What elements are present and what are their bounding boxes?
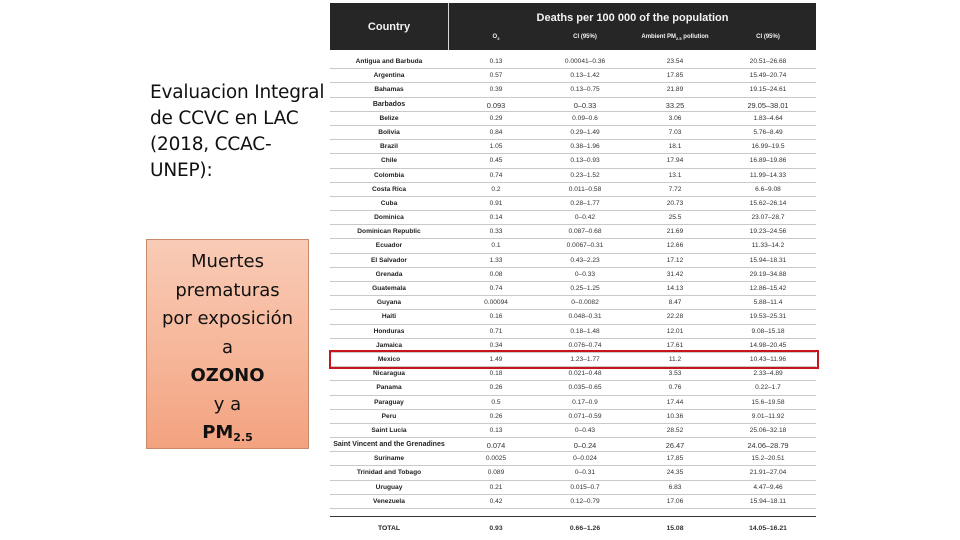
o3-sub: 3 [497, 36, 500, 42]
cell-pm25: 7.72 [668, 185, 682, 193]
cell-ci-o3: 0.015–0.7 [570, 483, 600, 491]
cell-country: Saint Lucia [371, 426, 407, 434]
cell-ci-o3: 0.021–0.48 [568, 370, 602, 378]
cell-ci-o3: 0.28–1.77 [570, 199, 600, 207]
pm-subscript: 2.5 [233, 431, 253, 444]
cell-country: Venezuela [373, 497, 405, 505]
cell-country: Saint Vincent and the Grenadines [333, 441, 445, 449]
o3-base: O [492, 34, 498, 40]
cell-pm25: 7.03 [668, 128, 682, 136]
cell-country: Guatemala [372, 285, 406, 292]
cell-country: Guyana [376, 299, 402, 307]
cell-pm25: 8.47 [668, 299, 682, 307]
cell-ci-pm: 6.6–9.08 [755, 185, 781, 193]
cell-o3: 0.093 [486, 100, 506, 110]
table-row [330, 452, 816, 466]
total-pm25: 15.08 [666, 525, 684, 532]
cell-country: Dominican Republic [357, 228, 421, 236]
pm-base: Ambient PM [641, 34, 677, 40]
cell-pm25: 10.36 [666, 412, 684, 420]
intro-line: UNEP): [150, 160, 213, 181]
cell-country: Haiti [381, 313, 397, 321]
cell-o3: 0.84 [489, 128, 503, 136]
table-row [330, 367, 816, 381]
cell-ci-pm: 9.01–11.92 [751, 412, 785, 420]
cell-ci-pm: 25.06–32.18 [749, 426, 787, 434]
cell-ci-pm: 9.08–15.18 [751, 327, 785, 335]
cell-ci-o3: 0.048–0.31 [568, 313, 602, 321]
cell-o3: 0.08 [489, 270, 503, 278]
total-ci-o3: 0.66–1.26 [569, 525, 601, 532]
pm-sub: 2.5 [676, 36, 682, 42]
cell-pm25: 17.12 [666, 256, 684, 264]
cell-ci-o3: 0.17–0.9 [572, 398, 598, 406]
cell-o3: 0.29 [489, 114, 503, 122]
cell-ci-o3: 0.38–1.96 [570, 143, 600, 151]
cell-pm25: 17.44 [666, 398, 684, 406]
cell-ci-pm: 5.88–11.4 [753, 299, 783, 307]
table-row [330, 169, 816, 183]
cell-o3: 0.13 [489, 426, 503, 434]
cell-o3: 1.05 [489, 143, 503, 151]
cell-ci-o3: 0.12–0.79 [570, 497, 600, 505]
cell-ci-pm: 12.86–15.42 [749, 285, 787, 292]
cell-country: Honduras [373, 327, 405, 335]
table-row [330, 112, 816, 126]
cell-ci-o3: 0.071–0.59 [568, 412, 602, 420]
cell-ci-pm: 19.53–25.31 [749, 313, 787, 321]
cell-ci-o3: 0.23–1.52 [570, 171, 600, 179]
total-ci-pm: 14.05–16.21 [749, 525, 787, 532]
cell-country: El Salvador [371, 256, 407, 264]
callout-ozono: OZONO [190, 365, 265, 386]
cell-o3: 0.1 [491, 242, 501, 250]
cell-country: Costa Rica [371, 185, 407, 193]
cell-o3: 0.34 [489, 341, 503, 349]
table-row [330, 438, 816, 452]
cell-ci-pm: 24.06–28.79 [747, 441, 789, 451]
cell-ci-o3: 0.0067–0.31 [566, 242, 604, 250]
cell-country: Antigua and Barbuda [355, 58, 423, 65]
cell-o3: 0.16 [489, 313, 503, 321]
cell-ci-o3: 0.076–0.74 [568, 341, 602, 349]
cell-ci-pm: 0.22–1.7 [755, 384, 781, 392]
table-header [330, 3, 816, 50]
cell-country: Cuba [380, 199, 398, 207]
cell-country: Uruguay [375, 483, 403, 491]
table-row [330, 410, 816, 424]
table-row [330, 495, 816, 509]
header-ci-pm: CI (95%) [756, 34, 780, 40]
cell-ci-o3: 0–0.33 [574, 270, 596, 278]
total-o3: 0.93 [489, 525, 503, 532]
cell-ci-o3: 0–0.31 [574, 469, 596, 477]
cell-o3: 0.71 [489, 327, 503, 335]
cell-ci-pm: 16.99–19.5 [751, 143, 785, 151]
table-row [330, 55, 816, 69]
header-country: Country [330, 3, 449, 50]
cell-country: Colombia [373, 171, 405, 179]
cell-o3: 0.91 [489, 199, 503, 207]
cell-o3: 0.074 [486, 441, 506, 451]
cell-ci-pm: 4.47–9.46 [753, 483, 783, 491]
cell-ci-pm: 10.43–11.96 [749, 355, 787, 363]
table-row [330, 140, 816, 154]
cell-ci-o3: 0.25–1.25 [570, 285, 600, 292]
cell-o3: 0.33 [489, 228, 503, 236]
cell-ci-pm: 19.15–24.61 [749, 86, 787, 94]
cell-ci-pm: 5.76–8.49 [753, 128, 783, 136]
cell-pm25: 3.53 [668, 370, 682, 378]
cell-country: Ecuador [375, 242, 403, 250]
cell-ci-o3: 0.13–0.75 [570, 86, 600, 94]
cell-pm25: 31.42 [666, 270, 684, 278]
cell-ci-o3: 0–0.24 [573, 441, 597, 451]
table-body [330, 55, 816, 509]
cell-country: Argentina [373, 72, 405, 80]
cell-pm25: 14.13 [666, 285, 684, 292]
cell-ci-pm: 29.19–34.88 [749, 270, 787, 278]
header-group-title: Deaths per 100 000 of the population [536, 12, 729, 24]
intro-text [150, 80, 330, 184]
cell-ci-o3: 0.087–0.68 [568, 228, 602, 236]
cell-pm25: 12.01 [666, 327, 684, 335]
cell-ci-pm: 15.6–19.58 [751, 398, 785, 406]
cell-ci-pm: 20.51–26.68 [749, 58, 787, 65]
cell-pm25: 21.89 [666, 86, 684, 94]
cell-country: Nicaragua [373, 370, 405, 378]
cell-pm25: 17.85 [666, 72, 684, 80]
cell-o3: 0.74 [489, 171, 503, 179]
table-row [330, 325, 816, 339]
table-row [330, 310, 816, 324]
cell-o3: 0.00094 [484, 299, 508, 307]
cell-pm25: 17.61 [666, 341, 684, 349]
cell-o3: 1.33 [489, 256, 503, 264]
cell-ci-pm: 15.62–26.14 [749, 199, 787, 207]
table-row [330, 154, 816, 168]
table-row [330, 282, 816, 296]
total-row [330, 523, 816, 537]
table-row [330, 268, 816, 282]
cell-country: Dominica [374, 214, 404, 222]
cell-pm25: 23.54 [666, 58, 684, 65]
cell-ci-o3: 0–0.33 [573, 100, 597, 110]
cell-ci-pm: 16.89–19.86 [749, 157, 787, 165]
intro-line: de CCVC en LAC [150, 108, 299, 129]
cell-country: Panama [376, 384, 402, 392]
table-row [330, 98, 816, 112]
cell-pm25: 22.28 [666, 313, 684, 321]
cell-country: Mexico [377, 355, 401, 363]
cell-o3: 0.26 [489, 412, 503, 420]
cell-o3: 0.42 [489, 497, 503, 505]
total-label: TOTAL [377, 525, 401, 532]
cell-country: Chile [380, 157, 398, 165]
cell-o3: 0.5 [491, 398, 501, 406]
cell-ci-pm: 11.33–14.2 [751, 242, 785, 250]
table-row [330, 183, 816, 197]
total-divider [330, 516, 816, 517]
callout-line: y a [213, 393, 242, 415]
cell-ci-o3: 0.09–0.6 [572, 114, 598, 122]
cell-ci-pm: 15.49–20.74 [749, 72, 787, 80]
table-row [330, 211, 816, 225]
cell-country: Belize [379, 114, 399, 122]
deaths-table [330, 3, 816, 532]
cell-pm25: 18.1 [668, 143, 682, 151]
cell-ci-o3: 0–0.024 [573, 455, 597, 463]
cell-ci-pm: 29.05–38.01 [747, 100, 789, 110]
cell-country: Grenada [375, 270, 403, 278]
cell-ci-pm: 2.33–4.89 [753, 370, 783, 378]
cell-pm25: 0.76 [668, 384, 682, 392]
cell-ci-o3: 0.13–0.93 [570, 157, 600, 165]
cell-o3: 0.74 [489, 285, 503, 292]
cell-ci-pm: 14.98–20.45 [749, 341, 787, 349]
cell-pm25: 21.69 [666, 228, 684, 236]
cell-pm25: 13.1 [668, 171, 682, 179]
table-row [330, 225, 816, 239]
callout-box [146, 239, 309, 449]
table-row [330, 83, 816, 97]
cell-pm25: 25.5 [668, 214, 682, 222]
table-row [330, 239, 816, 253]
cell-pm25: 11.2 [668, 355, 682, 363]
cell-ci-o3: 1.23–1.77 [570, 355, 600, 363]
cell-pm25: 3.06 [668, 114, 682, 122]
cell-ci-o3: 0.011–0.58 [568, 185, 602, 193]
cell-ci-o3: 0.18–1.48 [570, 327, 600, 335]
cell-country: Peru [381, 412, 397, 420]
cell-pm25: 12.66 [666, 242, 684, 250]
table-row [330, 126, 816, 140]
table-row [330, 254, 816, 268]
cell-pm25: 33.25 [665, 100, 685, 110]
cell-o3: 0.45 [489, 157, 503, 165]
callout-pm25 [147, 419, 308, 453]
cell-ci-o3: 0.29–1.49 [570, 128, 600, 136]
pm-suffix: pollution [681, 34, 709, 40]
cell-ci-pm: 11.99–14.33 [749, 171, 787, 179]
header-ci-o3: CI (95%) [573, 34, 597, 40]
header-pm25 [630, 34, 720, 41]
cell-ci-o3: 0–0.43 [574, 426, 596, 434]
intro-line: (2018, CCAC- [150, 134, 272, 155]
cell-pm25: 17.06 [666, 497, 684, 505]
cell-o3: 0.0025 [485, 455, 507, 463]
cell-ci-o3: 0.13–1.42 [570, 72, 600, 80]
cell-ci-pm: 23.07–28.7 [751, 214, 785, 222]
cell-o3: 0.26 [489, 384, 503, 392]
cell-o3: 1.49 [489, 355, 503, 363]
cell-o3: 0.39 [489, 86, 503, 94]
cell-pm25: 24.35 [666, 469, 684, 477]
cell-country: Bahamas [374, 86, 404, 94]
cell-pm25: 28.52 [666, 426, 684, 434]
cell-ci-o3: 0.00041–0.36 [564, 58, 606, 65]
cell-ci-pm: 15.94–18.11 [749, 497, 787, 505]
pm-base: PM [202, 422, 234, 443]
cell-country: Brazil [380, 143, 398, 151]
table-row [330, 424, 816, 438]
cell-o3: 0.18 [489, 370, 503, 378]
callout-line: por exposición [161, 308, 294, 329]
intro-line: Evaluacion Integral [150, 82, 325, 103]
table-row [330, 381, 816, 395]
cell-country: Paraguay [374, 398, 404, 406]
callout-line: a [221, 336, 234, 358]
cell-pm25: 17.85 [666, 455, 684, 463]
cell-country: Bolivia [378, 128, 400, 136]
cell-country: Barbados [372, 100, 406, 108]
table-row [330, 481, 816, 495]
cell-o3: 0.13 [489, 58, 503, 65]
cell-o3: 0.089 [487, 469, 505, 477]
callout-line: prematuras [175, 279, 280, 301]
cell-ci-o3: 0–0.42 [574, 214, 596, 222]
cell-ci-o3: 0.035–0.65 [568, 384, 602, 392]
cell-o3: 0.14 [489, 214, 503, 222]
cell-ci-pm: 1.83–4.64 [753, 114, 783, 122]
table-row [330, 197, 816, 211]
header-o3 [456, 34, 536, 41]
mexico-highlight-box [329, 350, 819, 369]
cell-ci-pm: 21.91–27.04 [749, 469, 787, 477]
cell-pm25: 17.94 [666, 157, 684, 165]
cell-o3: 0.2 [491, 185, 501, 193]
cell-pm25: 26.47 [665, 441, 685, 451]
cell-ci-pm: 15.2–20.51 [751, 455, 785, 463]
cell-country: Trinidad and Tobago [356, 469, 422, 477]
table-row [330, 466, 816, 480]
cell-ci-pm: 19.23–24.56 [749, 228, 787, 236]
cell-ci-o3: 0.43–2.23 [570, 256, 600, 264]
callout-line: Muertes [191, 251, 264, 272]
cell-pm25: 20.73 [666, 199, 684, 207]
cell-ci-pm: 15.94–18.31 [749, 256, 787, 264]
table-row [330, 296, 816, 310]
cell-ci-o3: 0–0.0082 [571, 299, 599, 307]
cell-o3: 0.57 [489, 72, 503, 80]
table-row [330, 69, 816, 83]
cell-pm25: 6.83 [668, 483, 682, 491]
cell-o3: 0.21 [489, 483, 503, 491]
cell-country: Suriname [373, 455, 405, 463]
table-row [330, 396, 816, 410]
cell-country: Jamaica [375, 341, 403, 349]
